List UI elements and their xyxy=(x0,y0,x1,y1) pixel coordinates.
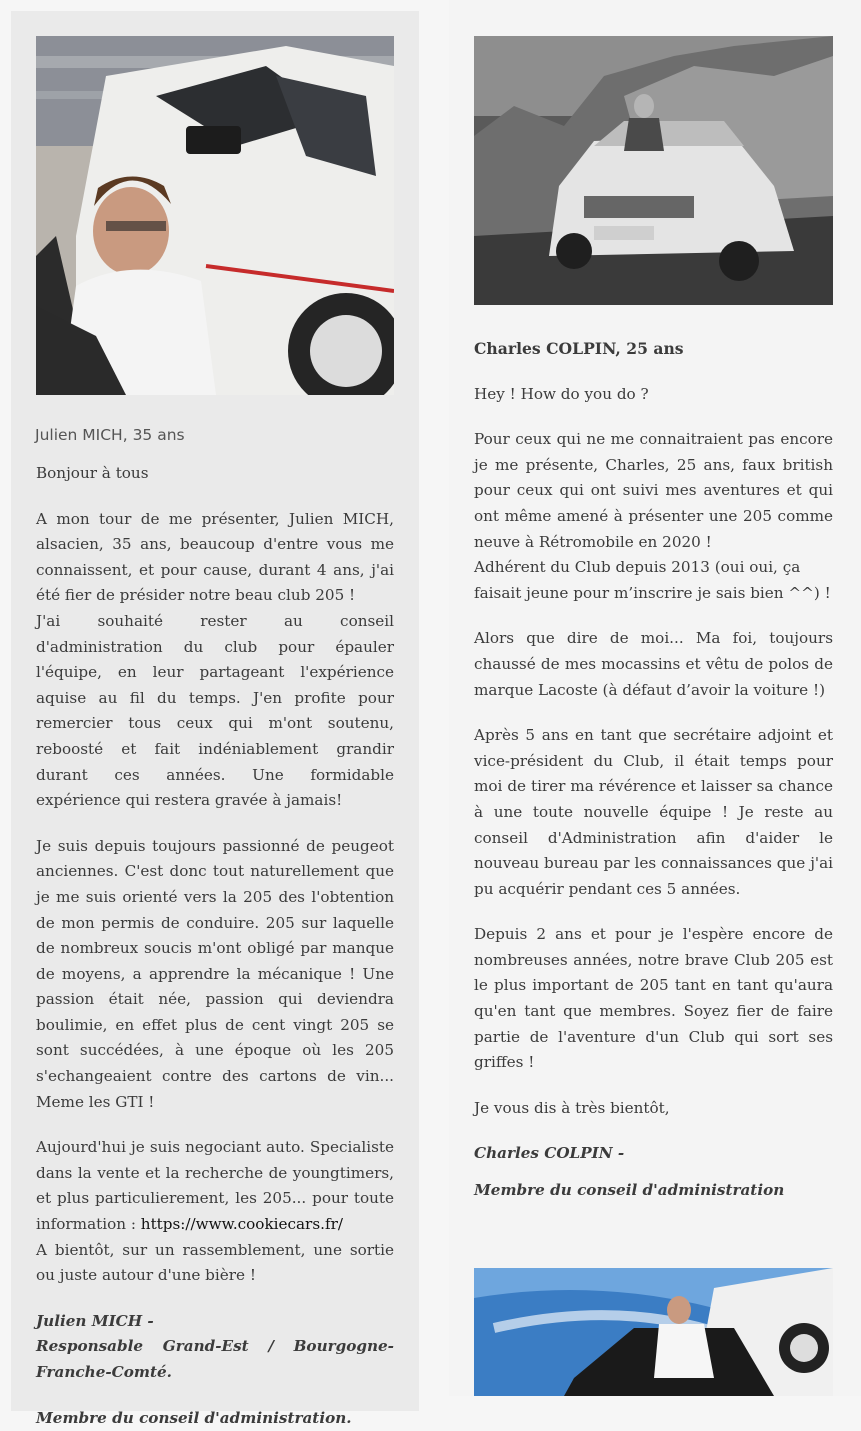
julien-signature-role: Responsable Grand-Est / Bourgogne-Franche-Comté. xyxy=(36,1337,394,1381)
julien-para-1b: J'ai souhaité rester au conseil d'administration du club pour épauler l'équipe, en leur partageant l'expérience aquise au fil du temps. J'en profite pour remercier tous ceux qui m'ont soutenu, reboosté et fait indéniablement grandir durant ces années. Une formidable expérience qui restera gravée à jamais! xyxy=(36,611,394,810)
julien-name-line: Julien MICH, 35 ans xyxy=(35,426,185,444)
julien-signature-board: Membre du conseil d'administration. xyxy=(36,1408,352,1427)
julien-para-3b: A bientôt, sur un rassemblement, une sortie ou juste autour d'une bière ! xyxy=(36,1240,394,1285)
cookiecars-link[interactable]: https://www.cookiecars.fr/ xyxy=(140,1215,343,1234)
charles-photo xyxy=(474,36,833,305)
charles-bye: Je vous dis à très bientôt, xyxy=(474,1098,670,1117)
julien-photo xyxy=(36,36,394,395)
charles-signature-name: Charles COLPIN - xyxy=(474,1144,625,1163)
julien-para-3-text: Aujourd'hui je suis negociant auto. Specialiste dans la vente et la recherche de youngtimers, et plus particulierement, les 205... pour toute information : xyxy=(36,1138,394,1234)
charles-name-line: Charles COLPIN, 25 ans xyxy=(474,339,684,358)
julien-text xyxy=(36,461,394,1431)
julien-para-1: A mon tour de me présenter, Julien MICH, alsacien, 35 ans, beaucoup d'entre vous me connaissent, et pour cause, durant 4 ans, j'ai été fier de présider notre beau club 205 ! xyxy=(36,509,394,605)
julien-signature-name: Julien MICH - xyxy=(36,1311,154,1330)
charles-para-1b: Adhérent du Club depuis 2013 (oui oui, ça faisait jeune pour m’inscrire je sais bien ^^) ! xyxy=(474,558,831,602)
charles-signature-board: Membre du conseil d'administration xyxy=(474,1181,785,1200)
charles-para-3: Après 5 ans en tant que secrétaire adjoint et vice-président du Club, il était temps pour moi de tirer ma révérence et laisser sa chance à une toute nouvelle équipe ! Je reste au conseil d'Administration afin d'aider le nouveau bureau par les connaissances que j'ai pu acquérir pendant ces 5 années. xyxy=(474,726,833,898)
julien-para-2: Je suis depuis toujours passionné de peugeot anciennes. C'est donc tout naturellement que je me suis orienté vers la 205 des l'obtention de mon permis de conduire. 205 sur laquelle de nombreux soucis m'ont obligé par manque de moyens, a apprendre la mécanique ! Une passion était née, passion qui deviendra boulimie, en effet plus de cent vingt 205 se sont succédées, à une époque où les 205 s'echangeaient contre des cartons de vin... Meme les GTI ! xyxy=(36,836,394,1111)
charles-para-4: Depuis 2 ans et pour je l'espère encore de nombreuses années, notre brave Club 205 est le plus important de 205 tant en tant qu'aura qu'en tant que membres. Soyez fier de faire partie de l'aventure d'un Club qui sort ses griffes ! xyxy=(474,925,833,1072)
julien-greeting: Bonjour à tous xyxy=(36,464,149,482)
julien-para-3 xyxy=(36,1135,394,1237)
charles-hello: Hey ! How do you do ? xyxy=(474,384,649,403)
charles-para-2: Alors que dire de moi... Ma foi, toujours chaussé de mes mocassins et vêtu de polos de marque Lacoste (à défaut d’avoir la voiture !) xyxy=(474,629,833,699)
charles-text xyxy=(474,336,833,1204)
third-member-photo xyxy=(474,1268,833,1396)
charles-para-1: Pour ceux qui ne me connaitraient pas encore je me présente, Charles, 25 ans, faux british pour ceux qui ont suivi mes aventures et qui ont même amené à présenter une 205 comme neuve à Rétromobile en 2020 ! xyxy=(474,430,833,551)
